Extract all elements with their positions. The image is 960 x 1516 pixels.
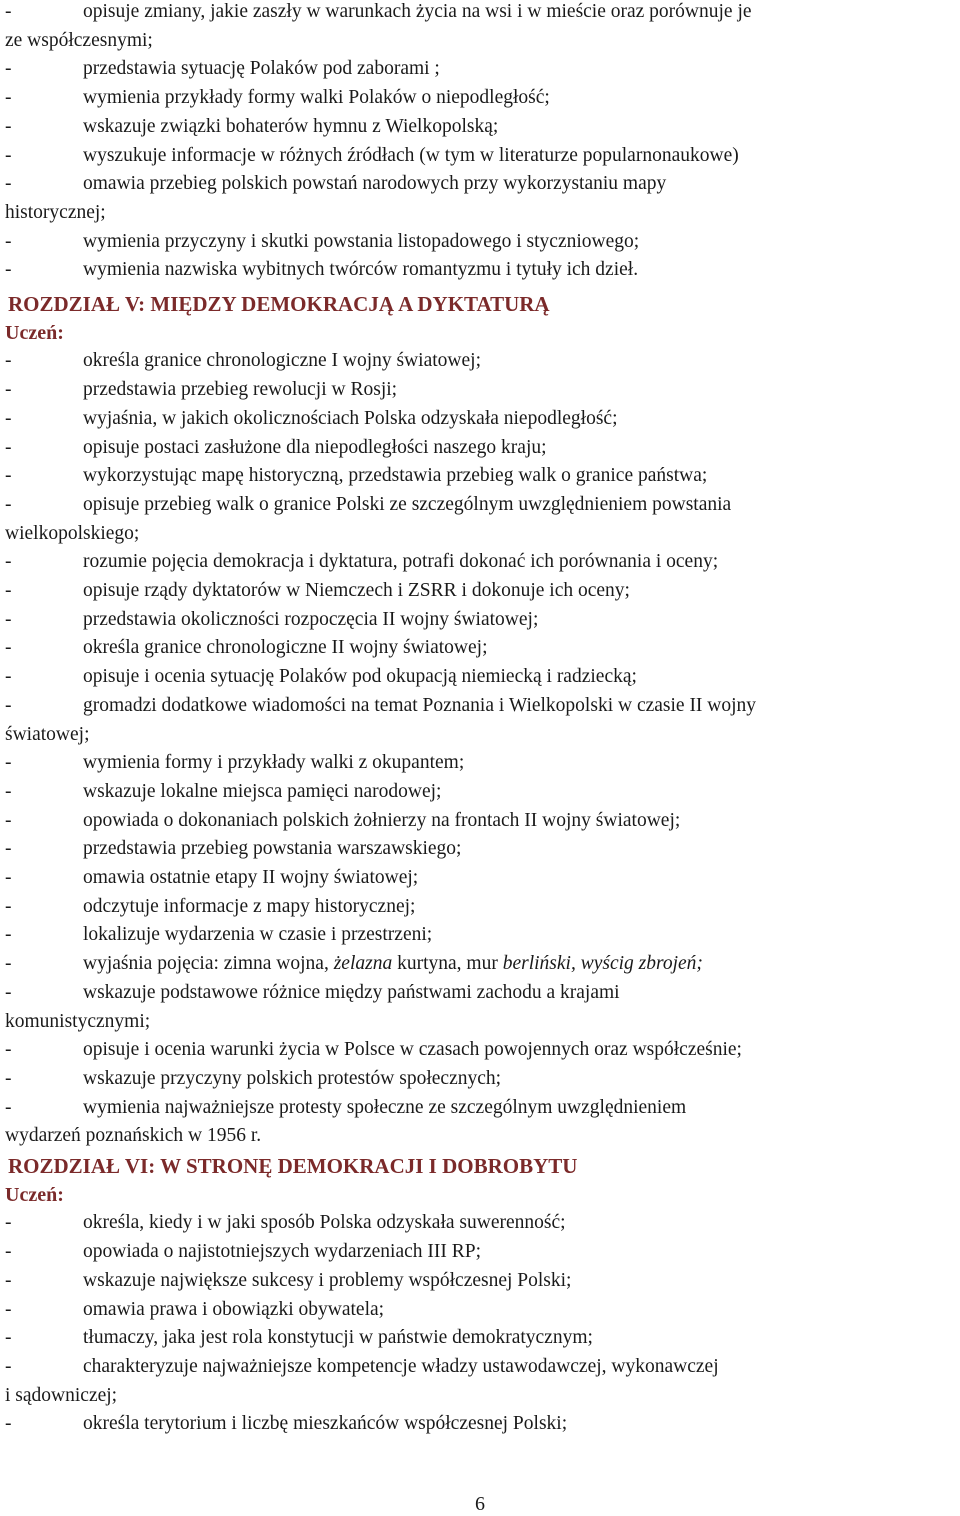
list-item-text: opowiada o dokonaniach polskich żołnierzy na frontach II wojny światowej; — [83, 809, 681, 831]
bullet-dash: - — [5, 1269, 12, 1291]
bullet-dash: - — [5, 407, 12, 429]
list-item-text: opisuje rządy dyktatorów w Niemczech i ZSRR i dokonuje ich oceny; — [83, 580, 630, 601]
chapter6-heading: ROZDZIAŁ VI: W STRONĘ DEMOKRACJI I DOBROBYTU — [8, 1154, 578, 1178]
list-item-text: opisuje postaci zasłużone dla niepodległości naszego kraju; — [83, 436, 547, 458]
list-item-text: lokalizuje wydarzenia w czasie i przestrzeni; — [83, 924, 433, 946]
list-item-text: omawia przebieg polskich powstań narodowych przy wykorzystaniu mapy — [83, 173, 667, 195]
list-item-text: charakteryzuje najważniejsze kompetencje władzy ustawodawczej, wykonawczej — [83, 1355, 719, 1377]
list-item-text: rozumie pojęcia demokracja i dyktatura, potrafi dokonać ich porównania i oceny; — [83, 551, 719, 573]
bullet-dash: - — [5, 752, 12, 774]
bullet-dash: - — [5, 1355, 12, 1377]
bullet-dash: - — [5, 1413, 12, 1435]
list-item-text: wskazuje związki bohaterów hymnu z Wielkopolską; — [83, 115, 499, 137]
list-item-text: wskazuje przyczyny polskich protestów społecznych; — [83, 1067, 502, 1089]
list-item-text: wymienia formy i przykłady walki z okupantem; — [83, 752, 465, 774]
bullet-dash: - — [5, 1241, 12, 1263]
bullet-dash: - — [5, 465, 12, 487]
list-item-text: omawia ostatnie etapy II wojny światowej; — [83, 867, 419, 888]
bullet-dash: - — [5, 259, 12, 281]
list-item-text: odczytuje informacje z mapy historycznej; — [83, 895, 416, 917]
bullet-dash: - — [5, 694, 12, 716]
bullet-dash: - — [5, 666, 12, 688]
page-number: 6 — [475, 1493, 485, 1515]
bullet-dash: - — [5, 58, 12, 80]
list-item-text: ze współczesnymi; — [5, 29, 153, 51]
list-item-text: opisuje i ocenia warunki życia w Polsce w czasach powojennych oraz współcześnie; — [83, 1039, 742, 1061]
bullet-dash: - — [5, 493, 12, 515]
list-item-text: wielkopolskiego; — [5, 522, 140, 544]
list-item-text: wydarzeń poznańskich w 1956 r. — [5, 1125, 262, 1147]
bullet-dash: - — [5, 838, 12, 860]
chapter5-heading: ROZDZIAŁ V: MIĘDZY DEMOKRACJĄ A DYKTATURĄ — [8, 292, 550, 316]
list-item-text: wyjaśnia, w jakich okolicznościach Polska odzyskała niepodległość; — [83, 407, 618, 429]
list-item-text: przedstawia okoliczności rozpoczęcia II wojny światowej; — [83, 608, 539, 630]
list-item-text: wyszukuje informacje w różnych źródłach (w tym w literaturze popularnonaukowe) — [83, 144, 739, 166]
bullet-dash: - — [5, 1327, 12, 1349]
list-item-text: opisuje zmiany, jakie zaszły w warunkach życia na wsi i w mieście oraz porównuje je — [83, 1, 752, 22]
list-item-text: wymienia przykłady formy walki Polaków o niepodległość; — [83, 87, 550, 109]
bullet-dash: - — [5, 809, 12, 831]
list-item-text: przedstawia przebieg powstania warszawskiego; — [83, 838, 462, 860]
list-item-text: opisuje przebieg walk o granice Polski ze szczególnym uwzględnieniem powstania — [83, 493, 732, 515]
bullet-dash: - — [5, 551, 12, 573]
list-item-text: wskazuje największe sukcesy i problemy współczesnej Polski; — [83, 1269, 572, 1291]
list-item-text: wskazuje podstawowe różnice między państwami zachodu a krajami — [83, 981, 620, 1003]
italic-term: berliński, wyścig zbrojeń; — [502, 953, 703, 975]
bullet-dash: - — [5, 580, 12, 601]
chapter6-uczen-label: Uczeń: — [5, 1183, 64, 1206]
bullet-dash: - — [5, 379, 12, 401]
bullet-dash: - — [5, 230, 12, 252]
list-item-text: wskazuje lokalne miejsca pamięci narodowej; — [83, 780, 442, 802]
list-item-text: przedstawia sytuację Polaków pod zaborami ; — [83, 58, 440, 80]
chapter5-uczen-label: Uczeń: — [5, 321, 64, 344]
list-item-text: opowiada o najistotniejszych wydarzeniach III RP; — [83, 1241, 482, 1263]
list-item-text: tłumaczy, jaka jest rola konstytucji w państwie demokratycznym; — [83, 1327, 593, 1349]
bullet-dash: - — [5, 173, 12, 195]
list-item-text: historycznej; — [5, 201, 106, 223]
bullet-dash: - — [5, 924, 12, 946]
bullet-dash: - — [5, 637, 12, 659]
list-item-text: i sądowniczej; — [5, 1384, 118, 1406]
bullet-dash: - — [5, 780, 12, 802]
list-item-text: określa granice chronologiczne II wojny światowej; — [83, 637, 488, 659]
text-fragment: wyjaśnia pojęcia: zimna wojna, — [83, 953, 334, 975]
list-item-text: komunistycznymi; — [5, 1010, 151, 1032]
list-item-text: określa granice chronologiczne I wojny światowej; — [83, 350, 481, 372]
bullet-dash: - — [5, 895, 12, 917]
list-item-text: wykorzystując mapę historyczną, przedstawia przebieg walk o granice państwa; — [83, 465, 708, 487]
bullet-dash: - — [5, 1212, 12, 1234]
bullet-dash: - — [5, 1067, 12, 1089]
bullet-dash: - — [5, 144, 12, 166]
list-item-text: omawia prawa i obowiązki obywatela; — [83, 1298, 385, 1320]
bullet-dash: - — [5, 350, 12, 372]
list-item-text: wymienia najważniejsze protesty społeczne ze szczególnym uwzględnieniem — [83, 1096, 687, 1118]
bullet-dash: - — [5, 87, 12, 109]
italic-term: żelazna — [333, 953, 393, 975]
list-item-text: określa, kiedy i w jaki sposób Polska odzyskała suwerenność; — [83, 1212, 566, 1234]
bullet-dash: - — [5, 1, 12, 22]
list-item-text: wymienia przyczyny i skutki powstania listopadowego i styczniowego; — [83, 230, 640, 252]
list-item-text: przedstawia przebieg rewolucji w Rosji; — [83, 379, 398, 401]
list-item-text: gromadzi dodatkowe wiadomości na temat Poznania i Wielkopolski w czasie II wojny — [83, 694, 757, 716]
bullet-dash: - — [5, 608, 12, 630]
bullet-dash: - — [5, 953, 12, 975]
list-item-text: wymienia nazwiska wybitnych twórców romantyzmu i tytuły ich dzieł. — [83, 259, 639, 281]
list-item-text — [83, 950, 703, 978]
bullet-dash: - — [5, 1298, 12, 1320]
bullet-dash: - — [5, 115, 12, 137]
bullet-dash: - — [5, 1039, 12, 1061]
bullet-dash: - — [5, 436, 12, 458]
list-item-text: opisuje i ocenia sytuację Polaków pod okupacją niemiecką i radziecką; — [83, 666, 637, 688]
bullet-dash: - — [5, 1096, 12, 1118]
list-item-text: określa terytorium i liczbę mieszkańców współczesnej Polski; — [83, 1413, 568, 1435]
list-item-text: światowej; — [5, 723, 90, 745]
bullet-dash: - — [5, 981, 12, 1003]
text-fragment: kurtyna, mur — [392, 953, 503, 975]
bullet-dash: - — [5, 867, 12, 888]
